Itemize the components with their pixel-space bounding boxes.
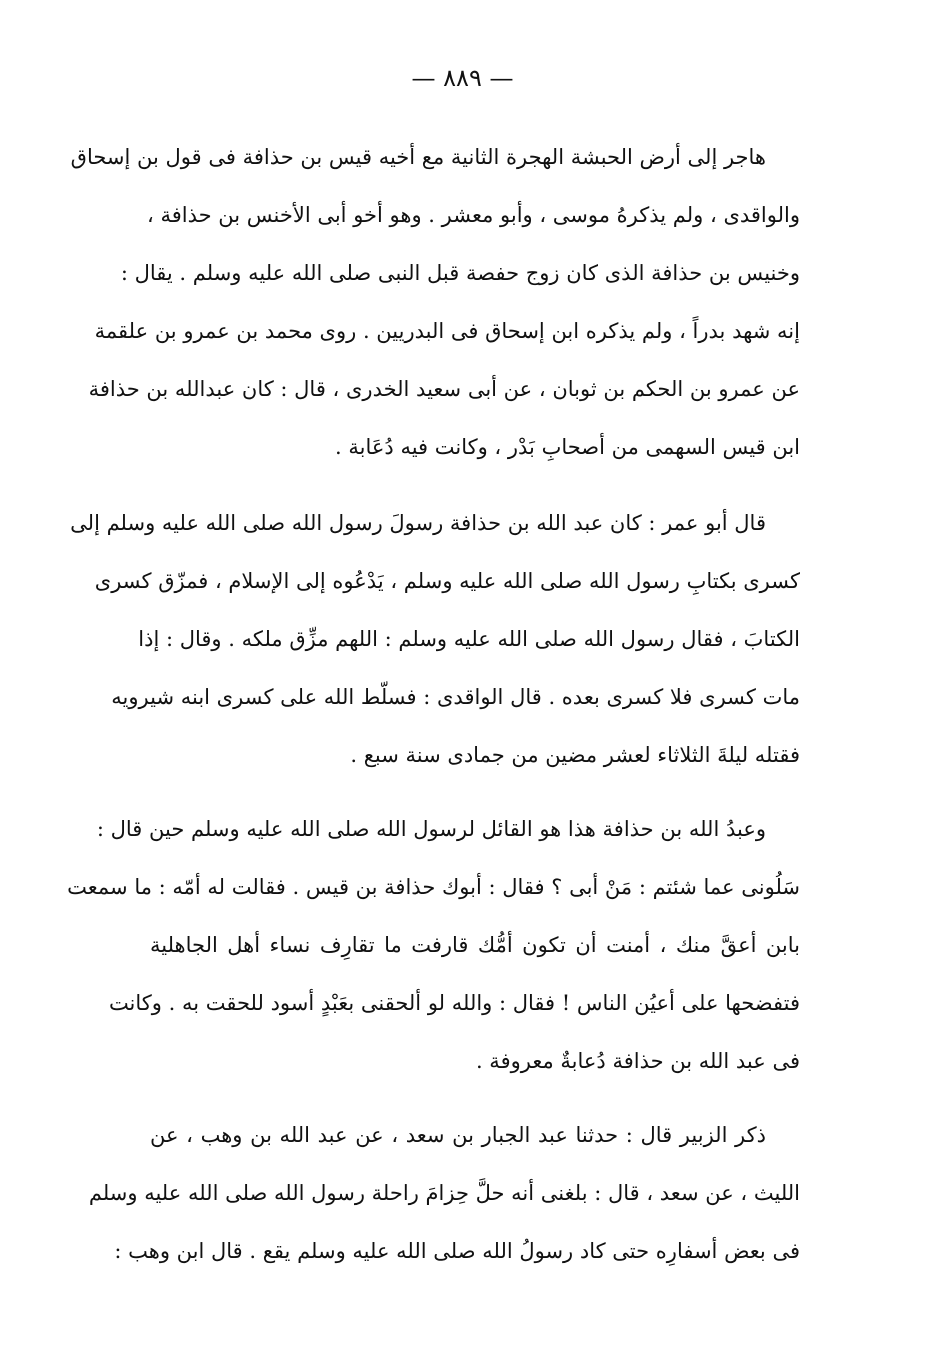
text-line: الليث ، عن سعد ، قال : بلغنى أنه حلَّ حِزامَ راحلة رسول الله صلى الله عليه وسلم [88, 1181, 800, 1205]
text-line: مات كسرى فلا كسرى بعده . قال الواقدى : فسلّط الله على كسرى ابنه شيرويه [111, 685, 800, 709]
text-line: كسرى بكتابِ رسول الله صلى الله عليه وسلم ، يَدْعُوه إلى الإسلام ، فمزّق كسرى [94, 569, 800, 593]
text-line: هاجر إلى أرض الحبشة الهجرة الثانية مع أخيه قيس بن حذافة فى قول بن إسحاق [70, 145, 766, 169]
page-number: — ٨٨٩ — [411, 64, 514, 92]
text-line: وخنيس بن حذافة الذى كان زوج حفصة قبل النبى صلى الله عليه وسلم . يقال : [120, 261, 800, 285]
text-line: فى عبد الله بن حذافة دُعابةٌ معروفة . [475, 1049, 800, 1073]
text-line: سَلُونى عما شئتم : مَنْ أبى ؟ فقال : أبوك حذافة بن قيس . فقالت له أمّه : ما سمعت [67, 875, 800, 899]
text-line: الكتابَ ، فقال رسول الله صلى الله عليه وسلم : اللهم مزِّق ملكه . وقال : إذا [138, 627, 800, 651]
paragraph-2 [70, 494, 800, 784]
text-line: إنه شهد بدراً ، ولم يذكره ابن إسحاق فى البدريين . روى محمد بن عمرو بن علقمة [94, 319, 800, 343]
text-line: ذكر الزبير قال : حدثنا عبد الجبار بن سعد ، عن عبد الله بن وهب ، عن [150, 1123, 766, 1147]
text-line: بابن أعقَّ منك ، أمنت أن تكون أمُّك قارفت ما تقارِف نساء أهل الجاهلية [150, 933, 800, 957]
text-line: فقتله ليلةَ الثلاثاء لعشر مضين من جمادى سنة سبع . [350, 743, 800, 767]
paragraph-3 [67, 800, 800, 1090]
text-line: ابن قيس السهمى من أصحابِ بَدْر ، وكانت فيه دُعَابة . [335, 435, 800, 459]
text-line: فى بعض أسفارِه حتى كاد رسولُ الله صلى الله عليه وسلم يقع . قال ابن وهب : [114, 1239, 800, 1263]
text-line: فتفضحها على أعيُن الناس ! فقال : والله لو ألحقنى بعَبْدٍ أسود للحقت به . وكانت [108, 991, 800, 1015]
text-line: قال أبو عمر : كان عبد الله بن حذافة رسولَ رسول الله صلى الله عليه وسلم إلى [70, 511, 766, 535]
paragraph-1 [70, 128, 800, 476]
paragraph-4 [88, 1106, 800, 1280]
text-line: وعبدُ الله بن حذافة هذا هو القائل لرسول الله صلى الله عليه وسلم حين قال : [96, 817, 766, 841]
text-line: عن عمرو بن الحكم بن ثوبان ، عن أبى سعيد الخدرى ، قال : كان عبدالله بن حذافة [88, 377, 800, 401]
text-line: والواقدى ، ولم يذكرهُ موسى ، وأبو معشر . وهو أخو أبى الأخنس بن حذافة ، [146, 203, 800, 227]
